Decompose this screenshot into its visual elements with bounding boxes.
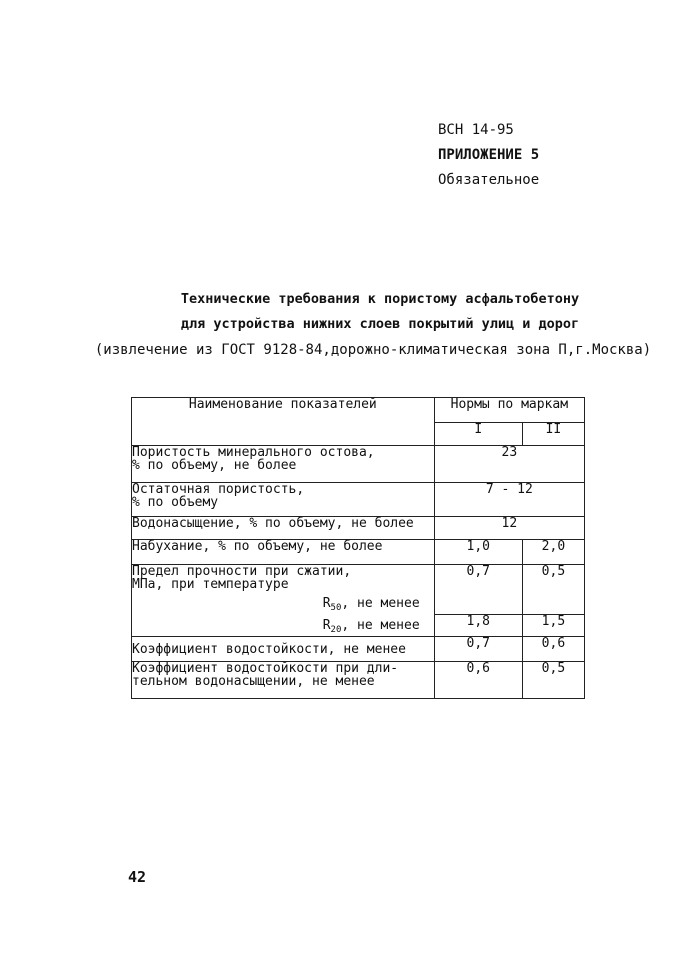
- value-water-saturation: 12: [434, 517, 584, 540]
- r50-label: [132, 596, 434, 613]
- row-label-strength: [132, 565, 435, 615]
- value-r20-grade-2: 1,5: [522, 615, 584, 637]
- table-row-water-resistance-long: [132, 662, 585, 699]
- r20-subscript: 20: [330, 624, 342, 635]
- row-label-line: Предел прочности при сжатии,: [132, 564, 352, 579]
- r50-symbol: R: [322, 596, 331, 611]
- row-label-line: тельном водонасыщении, не менее: [132, 674, 375, 689]
- row-label-line: % по объему: [132, 495, 219, 510]
- value-water-resistance-long-grade-1: 0,6: [434, 662, 522, 699]
- page-title-line-1: Технические требования к пористому асфальтобетону: [180, 291, 580, 307]
- page-number: 42: [128, 868, 147, 886]
- value-residual-porosity: 7 - 12: [434, 483, 584, 517]
- row-label-line: % по объему, не более: [132, 458, 297, 473]
- column-header-grade-2: II: [522, 423, 584, 446]
- table-header-row: [132, 398, 585, 423]
- document-code: ВСН 14-95: [438, 122, 514, 138]
- table-row-strength-r50: [132, 565, 585, 615]
- r20-symbol: R: [322, 617, 331, 633]
- value-r50-grade-1: 0,7: [434, 565, 522, 615]
- table-row-strength-r20: [132, 615, 585, 637]
- table-row-porosity: [132, 446, 585, 483]
- r20-suffix: , не менее: [341, 617, 420, 633]
- column-header-name: Наименование показателей: [132, 398, 435, 446]
- column-header-norms: Нормы по маркам: [434, 398, 584, 423]
- column-header-grade-1: I: [434, 423, 522, 446]
- r20-label: [132, 617, 434, 635]
- appendix-status: Обязательное: [438, 172, 540, 188]
- r50-suffix: , не менее: [341, 596, 420, 611]
- requirements-table: [131, 397, 585, 699]
- table-row-water-saturation: [132, 517, 585, 540]
- row-label-residual-porosity: [132, 483, 435, 517]
- row-label-strength-r20: [132, 615, 435, 637]
- appendix-label: ПРИЛОЖЕНИЕ 5: [438, 147, 540, 163]
- value-swelling-grade-1: 1,0: [434, 540, 522, 565]
- row-label-water-saturation: Водонасыщение, % по объему, не более: [132, 517, 435, 540]
- row-label-line: Коэффициент водостойкости при дли-: [132, 661, 399, 676]
- table-row-swelling: [132, 540, 585, 565]
- value-water-resistance-grade-1: 0,7: [434, 637, 522, 662]
- value-water-resistance-long-grade-2: 0,5: [522, 662, 584, 699]
- value-r20-grade-1: 1,8: [434, 615, 522, 637]
- value-swelling-grade-2: 2,0: [522, 540, 584, 565]
- row-label-line: Пористость минерального остова,: [132, 445, 375, 460]
- value-porosity: 23: [434, 446, 584, 483]
- table-row-residual-porosity: [132, 483, 585, 517]
- row-label-water-resistance: Коэффициент водостойкости, не менее: [132, 637, 435, 662]
- page-subtitle: (извлечение из ГОСТ 9128-84,дорожно-климатическая зона П,г.Москва): [94, 342, 652, 358]
- table-row-water-resistance: [132, 637, 585, 662]
- value-r50-grade-2: 0,5: [522, 565, 584, 615]
- row-label-line: Остаточная пористость,: [132, 482, 305, 497]
- row-label-line: МПа, при температуре: [132, 577, 289, 592]
- row-label-porosity: [132, 446, 435, 483]
- row-label-water-resistance-long: [132, 662, 435, 699]
- r50-subscript: 50: [330, 603, 342, 613]
- value-water-resistance-grade-2: 0,6: [522, 637, 584, 662]
- page-title-line-2: для устройства нижних слоев покрытий улиц и дорог: [180, 316, 580, 332]
- row-label-swelling: Набухание, % по объему, не более: [132, 540, 435, 565]
